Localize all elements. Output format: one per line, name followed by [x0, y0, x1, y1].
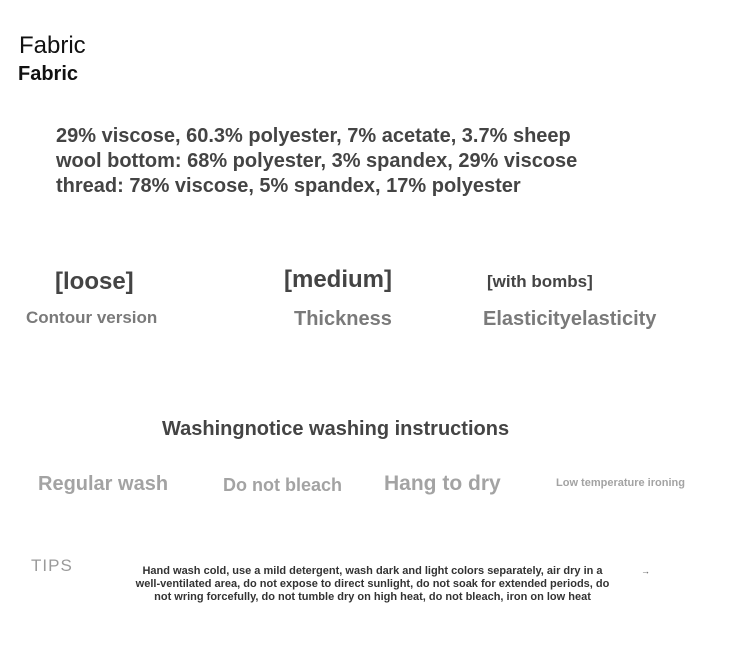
thickness-value: [medium]: [284, 266, 392, 293]
washing-heading: Washingnotice washing instructions: [162, 418, 510, 440]
care-regular-wash: Regular wash: [38, 473, 169, 495]
tips-line: not wring forcefully, do not tumble dry on high heat, do not bleach, iron on low heat: [154, 591, 591, 603]
care-hang-to-dry: Hang to dry: [384, 472, 501, 495]
tips-label: TIPS: [31, 556, 73, 575]
tips-line: Hand wash cold, use a mild detergent, wash dark and light colors separately, air dry in a: [142, 565, 603, 577]
composition-line: 29% viscose, 60.3% polyester, 7% acetate, 3.7% sheep: [56, 125, 571, 147]
tips-line: well-ventilated area, do not expose to direct sunlight, do not soak for extended periods, do: [135, 578, 610, 590]
care-do-not-bleach: Do not bleach: [223, 475, 343, 495]
thickness-label: Thickness: [294, 308, 392, 330]
arrow-right-icon: →: [641, 566, 650, 576]
care-low-temp-ironing: Low temperature ironing: [556, 477, 685, 489]
elasticity-value: [with bombs]: [487, 272, 593, 291]
tips-text: [100, 565, 645, 604]
composition-line: thread: 78% viscose, 5% spandex, 17% polyester: [56, 175, 521, 197]
fabric-title-light: Fabric: [19, 32, 86, 59]
elasticity-label: Elasticityelasticity: [483, 308, 657, 330]
fabric-composition: [56, 124, 577, 199]
contour-label: Contour version: [26, 308, 158, 327]
fabric-title-bold: Fabric: [18, 63, 79, 85]
composition-line: wool bottom: 68% polyester, 3% spandex, 29% viscose: [56, 150, 578, 172]
contour-value: [loose]: [55, 268, 134, 295]
